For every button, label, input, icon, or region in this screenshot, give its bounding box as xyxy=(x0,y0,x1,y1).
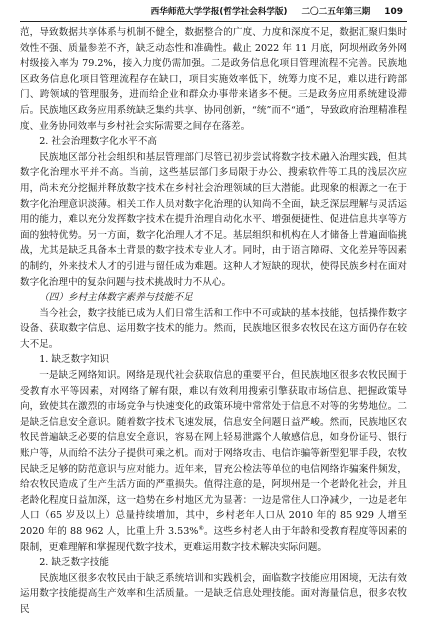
body-paragraph xyxy=(20,150,407,290)
section-heading xyxy=(20,290,407,306)
article-body xyxy=(20,25,407,618)
paragraph-text: （四）乡村主体数字素养与技能不足 xyxy=(39,292,193,304)
paragraph-text: 。这些乡村老人由于年龄和受教育程度等因素的限制，更难理解和掌握现代数字技术，更难运用数字技术解决实际问题。 xyxy=(20,526,407,553)
paragraph-text: 2. 缺乏数字技能 xyxy=(39,557,109,569)
paragraph-text: 一是缺乏网络知识。网络是现代社会获取信息的重要平台，但民族地区很多农牧民囿于受教育水平等因素，对网络了解有限，难以有效利用搜索引擎获取市场信息、把握政策导向，致使其在激烈的市场竞争与快速变化的政策环境中常常处于信息不对等的劣势地位。二是缺乏信息安全意识。随着数字技术飞速发展，信息安全问题日益严峻。然而，民族地区农牧民普遍缺乏必要的信息安全意识，容易在网上轻易泄露个人敏感信息，如身份证号、银行账户等，从而给不法分子提供可乘之机。而对于网络攻击、电信诈骗等新型犯罪手段，农牧民缺乏足够的防范意识与应对能力。近年来，冒充公检法等单位的电信网络诈骗案件频发，给农牧民造成了生产生活方面的严重损失。值得注意的是，阿坝州是一个老龄化社会，并且老龄化程度日益加深，这一趋势在乡村地区尤为显著：一边是常住人口净减少，一边是老年人口（65 岁及以上）总量持续增加，其中，乡村老年人口从 2010 年的 85 929 人增至 2020 年的 88 962 人，比重上升 3.53% xyxy=(20,370,407,537)
paragraph-text: 当今社会，数字技能已成为人们日常生活和工作中不可或缺的基本技能，包括操作数字设备、获取数字信息、运用数字技术的能力。然而，民族地区很多农牧民在这方面仍存在较大不足。 xyxy=(20,307,407,350)
footnote-marker: ⑥ xyxy=(198,524,204,532)
issue-label: 二〇二五年第三期 xyxy=(301,7,371,17)
subsection-heading xyxy=(20,134,407,150)
running-header xyxy=(20,4,407,22)
paragraph-text: 民族地区部分社会组织和基层管理部门尽管已初步尝试将数字技术融入治理实践，但其数字化治理水平并不高。当前，这些基层部门多局限于办公、搜索软件等工具的浅层次应用，尚未充分挖掘并释放数字技术在乡村社会治理领域的巨大潜能。此现象的根源之一在于数字化治理意识淡薄。相关工作人员对数字化治理的认知尚不全面，缺乏深层理解与灵活运用的能力，难以充分发挥数字技术在提升治理自动化水平、增强便捷性、促进信息共享等方面的独特优势。另一方面，数字化治理人才不足。基层组织和机构在人才储备上普遍面临挑战，尤其是缺乏具备本土背景的数字技术专业人才。同时，由于语言障碍、文化差异等因素的制约，外来技术人才的引进与留任成为难题。这种人才短缺的现状，使得民族乡村在面对数字化治理中的复杂问题与技术挑战时力不从心。 xyxy=(20,151,407,288)
body-paragraph xyxy=(20,368,407,555)
paragraph-text: 民族地区很多农牧民由于缺乏系统培训和实践机会，面临数字技能应用困境，无法有效运用数字技能提高生产效率和生活质量。一是缺乏信息处理技能。面对海量信息，很多农牧民 xyxy=(20,572,407,615)
subsection-heading xyxy=(20,555,407,571)
paragraph-text: 范，导致数据共享体系与机制不健全，数据整合的广度、力度和深度不足，数据汇聚归集时效性不强、质量参差不齐，缺乏动态性和准确性。截止 2022 年 11 月底，阿坝州政务外网村级接入率为 79.2%，接入力度仍需加强。二是政务信息化项目管理流程不完善。民族地区政务信息化项目管理流程存在缺口，项目实施效率低下，统筹力度不足，难以进行跨部门、跨领域的管理服务，进而给企业和群众办事带来诸多不便。三是政务应用系统建设滞后。民族地区政务应用系统缺乏集约共享、协同创新，“统”而不“通”，导致政府治理精准程度、业务协同效率与乡村社会实际需要之间存在落差。 xyxy=(20,27,407,132)
paragraph-text: 1. 缺乏数字知识 xyxy=(39,354,109,366)
journal-title: 西华师范大学学报(哲学社会科学版) xyxy=(150,7,288,17)
page-number: 109 xyxy=(384,7,403,17)
subsection-heading xyxy=(20,352,407,368)
body-paragraph xyxy=(20,571,407,618)
body-paragraph xyxy=(20,25,407,134)
paragraph-text: 2. 社会治理数字化水平不高 xyxy=(39,136,157,148)
body-paragraph xyxy=(20,306,407,353)
